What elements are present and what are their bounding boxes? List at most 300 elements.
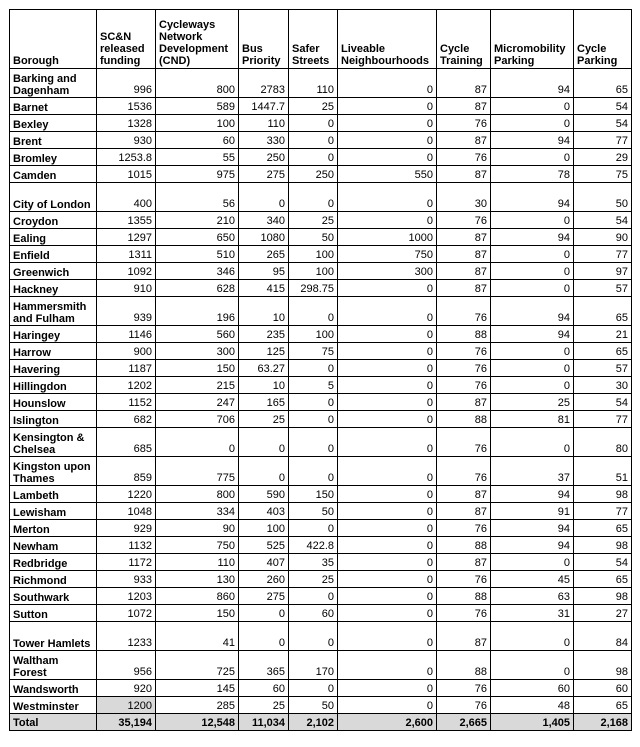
table-cell: 0	[338, 588, 437, 605]
table-cell: 125	[239, 343, 289, 360]
table-cell: 87	[437, 263, 491, 280]
table-cell: 0	[338, 280, 437, 297]
borough-name: Kensington & Chelsea	[10, 428, 97, 457]
table-cell: 54	[574, 98, 632, 115]
table-cell: 87	[437, 503, 491, 520]
table-cell: 110	[289, 69, 338, 98]
header-cycle-training: Cycle Training	[437, 10, 491, 69]
table-cell: 81	[491, 411, 574, 428]
table-cell: 50	[289, 503, 338, 520]
table-cell: 0	[289, 115, 338, 132]
table-cell: 400	[97, 183, 156, 212]
table-cell: 50	[574, 183, 632, 212]
table-cell: 685	[97, 428, 156, 457]
total-cell: 35,194	[97, 714, 156, 731]
table-row	[10, 166, 632, 183]
table-cell: 560	[156, 326, 239, 343]
table-cell: 0	[491, 622, 574, 651]
table-cell: 0	[289, 394, 338, 411]
table-cell: 0	[491, 343, 574, 360]
table-row	[10, 457, 632, 486]
table-cell: 100	[239, 520, 289, 537]
table-cell: 0	[491, 263, 574, 280]
table-cell: 1132	[97, 537, 156, 554]
table-cell: 0	[338, 132, 437, 149]
table-cell: 1311	[97, 246, 156, 263]
table-row	[10, 697, 632, 714]
table-cell: 98	[574, 486, 632, 503]
table-cell: 0	[289, 132, 338, 149]
header-cycle-parking: Cycle Parking	[574, 10, 632, 69]
table-cell: 1092	[97, 263, 156, 280]
table-row	[10, 69, 632, 98]
table-cell: 300	[338, 263, 437, 280]
table-cell: 25	[491, 394, 574, 411]
table-cell: 37	[491, 457, 574, 486]
borough-name: Merton	[10, 520, 97, 537]
table-cell: 0	[289, 360, 338, 377]
table-cell: 1220	[97, 486, 156, 503]
table-cell: 60	[574, 680, 632, 697]
table-cell: 87	[437, 394, 491, 411]
table-cell: 859	[97, 457, 156, 486]
table-cell: 0	[239, 622, 289, 651]
borough-name: Lambeth	[10, 486, 97, 503]
table-cell: 0	[338, 571, 437, 588]
table-cell: 0	[239, 457, 289, 486]
borough-name: Hounslow	[10, 394, 97, 411]
borough-name: Islington	[10, 411, 97, 428]
table-cell: 63	[491, 588, 574, 605]
table-cell: 76	[437, 680, 491, 697]
table-cell: 87	[437, 486, 491, 503]
table-cell: 88	[437, 326, 491, 343]
table-cell: 0	[289, 297, 338, 326]
table-cell: 0	[338, 360, 437, 377]
header-bus-priority: Bus Priority	[239, 10, 289, 69]
table-cell: 0	[289, 457, 338, 486]
table-cell: 80	[574, 428, 632, 457]
table-cell: 260	[239, 571, 289, 588]
table-cell: 0	[338, 680, 437, 697]
table-cell: 65	[574, 520, 632, 537]
table-cell: 60	[156, 132, 239, 149]
borough-name: Camden	[10, 166, 97, 183]
table-cell: 60	[289, 605, 338, 622]
table-cell: 145	[156, 680, 239, 697]
table-cell: 706	[156, 411, 239, 428]
table-cell: 0	[239, 428, 289, 457]
table-cell: 98	[574, 588, 632, 605]
table-cell: 285	[156, 697, 239, 714]
table-cell: 51	[574, 457, 632, 486]
table-cell: 90	[574, 229, 632, 246]
table-cell: 0	[289, 520, 338, 537]
table-cell: 510	[156, 246, 239, 263]
table-cell: 0	[491, 115, 574, 132]
table-cell: 1080	[239, 229, 289, 246]
table-cell: 45	[491, 571, 574, 588]
borough-name: Tower Hamlets	[10, 622, 97, 651]
table-cell: 98	[574, 537, 632, 554]
header-scn-funding: SC&N released funding	[97, 10, 156, 69]
table-cell: 88	[437, 588, 491, 605]
table-cell: 589	[156, 98, 239, 115]
borough-name: Newham	[10, 537, 97, 554]
table-cell: 910	[97, 280, 156, 297]
table-row	[10, 297, 632, 326]
table-row	[10, 651, 632, 680]
table-row	[10, 212, 632, 229]
borough-name: Bromley	[10, 149, 97, 166]
table-cell: 1152	[97, 394, 156, 411]
table-cell: 247	[156, 394, 239, 411]
table-cell: 929	[97, 520, 156, 537]
table-row	[10, 263, 632, 280]
table-cell: 56	[156, 183, 239, 212]
table-row	[10, 98, 632, 115]
table-cell: 725	[156, 651, 239, 680]
table-cell: 25	[239, 411, 289, 428]
table-cell: 0	[491, 360, 574, 377]
table-cell: 298.75	[289, 280, 338, 297]
table-cell: 0	[338, 503, 437, 520]
funding-table	[9, 9, 632, 731]
header-row	[10, 10, 632, 69]
header-safer-streets: Safer Streets	[289, 10, 338, 69]
table-row	[10, 411, 632, 428]
table-cell: 1203	[97, 588, 156, 605]
table-row	[10, 115, 632, 132]
table-cell: 215	[156, 377, 239, 394]
total-cell: 2,168	[574, 714, 632, 731]
table-cell: 0	[338, 183, 437, 212]
table-cell: 1172	[97, 554, 156, 571]
table-body	[10, 69, 632, 714]
table-cell: 330	[239, 132, 289, 149]
total-cell: 11,034	[239, 714, 289, 731]
table-cell: 0	[239, 605, 289, 622]
table-cell: 77	[574, 246, 632, 263]
borough-name: Hillingdon	[10, 377, 97, 394]
total-cell: 1,405	[491, 714, 574, 731]
table-cell: 77	[574, 132, 632, 149]
table-cell: 5	[289, 377, 338, 394]
table-row	[10, 343, 632, 360]
table-cell: 10	[239, 377, 289, 394]
table-cell: 550	[338, 166, 437, 183]
table-cell: 50	[289, 697, 338, 714]
table-cell: 682	[97, 411, 156, 428]
table-cell: 75	[289, 343, 338, 360]
table-cell: 76	[437, 115, 491, 132]
table-cell: 800	[156, 486, 239, 503]
table-cell: 1297	[97, 229, 156, 246]
table-cell: 54	[574, 115, 632, 132]
table-cell: 87	[437, 229, 491, 246]
borough-name: Barking and Dagenham	[10, 69, 97, 98]
table-cell: 0	[289, 680, 338, 697]
table-cell: 0	[156, 428, 239, 457]
table-cell: 87	[437, 622, 491, 651]
table-cell: 250	[239, 149, 289, 166]
table-cell: 196	[156, 297, 239, 326]
table-cell: 0	[338, 411, 437, 428]
table-cell: 1328	[97, 115, 156, 132]
table-cell: 250	[289, 166, 338, 183]
table-cell: 0	[338, 697, 437, 714]
table-cell: 65	[574, 343, 632, 360]
header-cnd: Cycleways Network Development (CND)	[156, 10, 239, 69]
table-cell: 65	[574, 69, 632, 98]
table-cell: 54	[574, 394, 632, 411]
table-cell: 48	[491, 697, 574, 714]
table-cell: 76	[437, 571, 491, 588]
borough-name: Harrow	[10, 343, 97, 360]
table-cell: 0	[338, 212, 437, 229]
table-cell: 0	[338, 554, 437, 571]
borough-name: Greenwich	[10, 263, 97, 280]
table-cell: 100	[156, 115, 239, 132]
table-cell: 25	[289, 212, 338, 229]
table-cell: 0	[338, 651, 437, 680]
borough-name: Ealing	[10, 229, 97, 246]
table-cell: 110	[156, 554, 239, 571]
table-cell: 94	[491, 520, 574, 537]
table-cell: 25	[239, 697, 289, 714]
table-cell: 78	[491, 166, 574, 183]
table-cell: 210	[156, 212, 239, 229]
table-cell: 0	[491, 246, 574, 263]
table-cell: 275	[239, 588, 289, 605]
table-row	[10, 680, 632, 697]
header-borough: Borough	[10, 10, 97, 69]
total-row	[10, 714, 632, 731]
table-cell: 31	[491, 605, 574, 622]
borough-name: Wandsworth	[10, 680, 97, 697]
table-cell: 0	[338, 98, 437, 115]
table-cell: 590	[239, 486, 289, 503]
table-cell: 0	[338, 343, 437, 360]
table-cell: 0	[289, 149, 338, 166]
table-cell: 75	[574, 166, 632, 183]
table-cell: 87	[437, 246, 491, 263]
table-cell: 1000	[338, 229, 437, 246]
table-cell: 94	[491, 537, 574, 554]
table-cell: 30	[437, 183, 491, 212]
table-cell: 996	[97, 69, 156, 98]
table-cell: 1200	[97, 697, 156, 714]
table-cell: 930	[97, 132, 156, 149]
table-cell: 939	[97, 297, 156, 326]
table-row	[10, 132, 632, 149]
table-cell: 95	[239, 263, 289, 280]
table-cell: 130	[156, 571, 239, 588]
table-cell: 63.27	[239, 360, 289, 377]
table-cell: 0	[491, 651, 574, 680]
table-cell: 933	[97, 571, 156, 588]
table-cell: 403	[239, 503, 289, 520]
table-row	[10, 229, 632, 246]
table-cell: 0	[338, 457, 437, 486]
table-cell: 956	[97, 651, 156, 680]
table-cell: 1355	[97, 212, 156, 229]
table-cell: 29	[574, 149, 632, 166]
table-cell: 60	[239, 680, 289, 697]
table-cell: 1015	[97, 166, 156, 183]
table-cell: 76	[437, 377, 491, 394]
table-cell: 110	[239, 115, 289, 132]
table-cell: 0	[239, 183, 289, 212]
table-cell: 76	[437, 212, 491, 229]
table-row	[10, 280, 632, 297]
borough-name: Waltham Forest	[10, 651, 97, 680]
table-cell: 170	[289, 651, 338, 680]
table-row	[10, 394, 632, 411]
table-cell: 0	[338, 377, 437, 394]
table-cell: 0	[338, 149, 437, 166]
borough-name: Kingston upon Thames	[10, 457, 97, 486]
table-cell: 1253.8	[97, 149, 156, 166]
borough-name: Redbridge	[10, 554, 97, 571]
table-cell: 0	[289, 183, 338, 212]
table-cell: 76	[437, 605, 491, 622]
table-row	[10, 503, 632, 520]
borough-name: Lewisham	[10, 503, 97, 520]
table-cell: 76	[437, 149, 491, 166]
borough-name: Haringey	[10, 326, 97, 343]
table-cell: 334	[156, 503, 239, 520]
table-cell: 235	[239, 326, 289, 343]
table-row	[10, 183, 632, 212]
table-cell: 1048	[97, 503, 156, 520]
table-cell: 88	[437, 411, 491, 428]
borough-name: Richmond	[10, 571, 97, 588]
table-cell: 87	[437, 166, 491, 183]
table-row	[10, 520, 632, 537]
table-cell: 50	[289, 229, 338, 246]
table-cell: 88	[437, 537, 491, 554]
table-row	[10, 149, 632, 166]
borough-name: Hammersmith and Fulham	[10, 297, 97, 326]
total-cell: 12,548	[156, 714, 239, 731]
table-cell: 91	[491, 503, 574, 520]
table-cell: 60	[491, 680, 574, 697]
table-cell: 0	[289, 622, 338, 651]
borough-name: Brent	[10, 132, 97, 149]
table-row	[10, 428, 632, 457]
table-row	[10, 571, 632, 588]
table-cell: 0	[491, 428, 574, 457]
table-cell: 628	[156, 280, 239, 297]
table-cell: 76	[437, 428, 491, 457]
table-cell: 0	[338, 622, 437, 651]
table-cell: 98	[574, 651, 632, 680]
table-cell: 77	[574, 411, 632, 428]
borough-name: Enfield	[10, 246, 97, 263]
table-cell: 775	[156, 457, 239, 486]
total-cell: 2,102	[289, 714, 338, 731]
table-cell: 97	[574, 263, 632, 280]
table-cell: 65	[574, 697, 632, 714]
table-row	[10, 246, 632, 263]
table-cell: 84	[574, 622, 632, 651]
table-cell: 87	[437, 280, 491, 297]
borough-name: City of London	[10, 183, 97, 212]
table-cell: 1447.7	[239, 98, 289, 115]
table-cell: 94	[491, 229, 574, 246]
borough-name: Havering	[10, 360, 97, 377]
table-cell: 57	[574, 280, 632, 297]
table-cell: 88	[437, 651, 491, 680]
borough-name: Southwark	[10, 588, 97, 605]
table-cell: 750	[156, 537, 239, 554]
table-cell: 975	[156, 166, 239, 183]
table-cell: 77	[574, 503, 632, 520]
table-cell: 1233	[97, 622, 156, 651]
table-cell: 65	[574, 571, 632, 588]
table-cell: 94	[491, 297, 574, 326]
table-row	[10, 554, 632, 571]
table-cell: 165	[239, 394, 289, 411]
table-header	[10, 10, 632, 69]
table-cell: 900	[97, 343, 156, 360]
table-cell: 0	[338, 326, 437, 343]
table-cell: 750	[338, 246, 437, 263]
table-cell: 0	[338, 297, 437, 326]
table-cell: 0	[338, 537, 437, 554]
table-cell: 76	[437, 297, 491, 326]
table-cell: 54	[574, 554, 632, 571]
table-cell: 422.8	[289, 537, 338, 554]
table-cell: 87	[437, 98, 491, 115]
table-cell: 87	[437, 132, 491, 149]
header-liveable-neighbourhoods: Liveable Neighbourhoods	[338, 10, 437, 69]
table-cell: 346	[156, 263, 239, 280]
total-cell: 2,600	[338, 714, 437, 731]
table-cell: 87	[437, 554, 491, 571]
table-cell: 650	[156, 229, 239, 246]
table-cell: 920	[97, 680, 156, 697]
table-row	[10, 537, 632, 554]
table-cell: 35	[289, 554, 338, 571]
table-cell: 0	[289, 428, 338, 457]
table-cell: 800	[156, 69, 239, 98]
table-cell: 0	[338, 605, 437, 622]
table-cell: 0	[491, 377, 574, 394]
table-cell: 0	[338, 486, 437, 503]
table-row	[10, 360, 632, 377]
table-cell: 0	[491, 212, 574, 229]
table-cell: 2783	[239, 69, 289, 98]
table-cell: 0	[338, 69, 437, 98]
table-cell: 340	[239, 212, 289, 229]
table-cell: 10	[239, 297, 289, 326]
table-cell: 25	[289, 571, 338, 588]
table-cell: 100	[289, 246, 338, 263]
borough-name: Hackney	[10, 280, 97, 297]
table-cell: 21	[574, 326, 632, 343]
table-row	[10, 486, 632, 503]
table-cell: 1146	[97, 326, 156, 343]
table-cell: 94	[491, 326, 574, 343]
table-cell: 76	[437, 520, 491, 537]
table-cell: 100	[289, 263, 338, 280]
table-cell: 150	[289, 486, 338, 503]
table-cell: 1202	[97, 377, 156, 394]
table-cell: 94	[491, 132, 574, 149]
table-cell: 25	[289, 98, 338, 115]
